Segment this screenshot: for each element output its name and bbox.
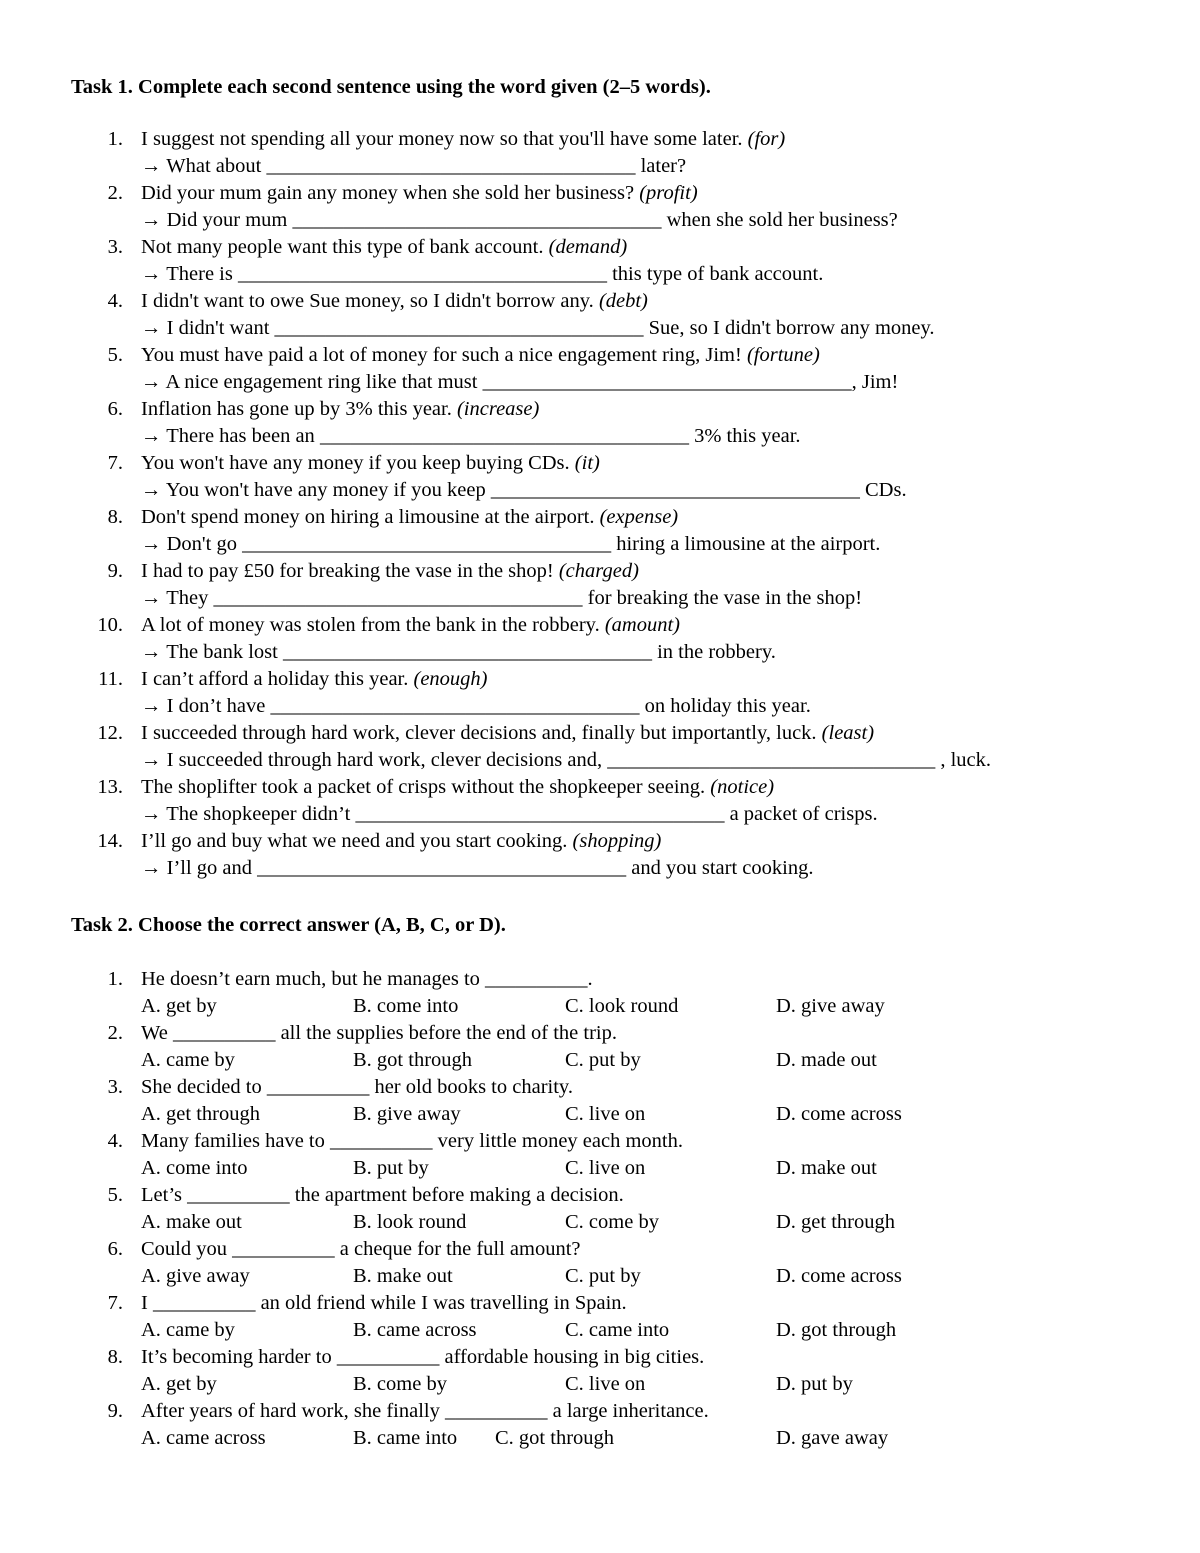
rewrite-line — [141, 639, 776, 666]
sentence-text: I had to pay £50 for breaking the vase in the shop! — [141, 560, 554, 582]
rewrite-line — [141, 693, 811, 720]
option-d[interactable]: D. get through — [776, 1211, 895, 1233]
task1-item — [0, 774, 1200, 828]
task2-item — [0, 1074, 1200, 1128]
question-after: a cheque for the full amount? — [334, 1238, 581, 1260]
question-before: After years of hard work, she finally — [141, 1400, 445, 1422]
question-sentence — [141, 1290, 627, 1317]
option-d[interactable]: D. come across — [776, 1265, 902, 1287]
answer-blank[interactable]: ____________________________________ — [490, 479, 860, 501]
original-sentence — [141, 666, 488, 693]
original-sentence — [141, 558, 639, 585]
rewrite-suffix: 3% this year. — [688, 425, 801, 447]
sentence-text: Inflation has gone up by 3% this year. — [141, 398, 452, 420]
answer-blank[interactable]: ____________________________________ — [482, 371, 852, 393]
rewrite-line — [141, 261, 823, 288]
rewrite-suffix: when she sold her business? — [661, 209, 898, 231]
key-word-hint: (increase) — [456, 398, 540, 420]
rewrite-prefix: → The shopkeeper didn’t — [141, 803, 356, 825]
question-sentence — [141, 1020, 617, 1047]
task1-item — [0, 720, 1200, 774]
task1-item — [0, 288, 1200, 342]
rewrite-prefix: → You won't have any money if you keep — [141, 479, 491, 501]
original-sentence — [141, 450, 600, 477]
answer-blank[interactable]: ____________________________________ — [282, 641, 652, 663]
task2-item — [0, 1182, 1200, 1236]
item-number: 1. — [107, 968, 123, 990]
item-number: 8. — [107, 1346, 123, 1368]
question-before: Many families have to — [141, 1130, 331, 1152]
rewrite-line — [141, 207, 898, 234]
answer-blank[interactable]: ____________________________________ — [292, 209, 662, 231]
question-sentence — [141, 1128, 683, 1155]
question-before: We — [141, 1022, 173, 1044]
task2-item — [0, 966, 1200, 1020]
answer-blank[interactable]: ____________________________________ — [270, 695, 640, 717]
rewrite-suffix: and you start cooking. — [626, 857, 814, 879]
sentence-text: I can’t afford a holiday this year. — [141, 668, 409, 690]
sentence-text: A lot of money was stolen from the bank in the robbery. — [141, 614, 600, 636]
task2-item — [0, 1398, 1200, 1452]
sentence-text: I didn't want to owe Sue money, so I didn't borrow any. — [141, 290, 594, 312]
option-c[interactable]: C. came into — [565, 1319, 670, 1341]
sentence-text: You must have paid a lot of money for such a nice engagement ring, Jim! — [141, 344, 742, 366]
answer-blank[interactable]: ____________________________________ — [213, 587, 583, 609]
option-b[interactable]: B. put by — [353, 1157, 429, 1179]
question-sentence — [141, 1398, 709, 1425]
key-word-hint: (demand) — [548, 236, 628, 258]
rewrite-suffix: Sue, so I didn't borrow any money. — [643, 317, 935, 339]
sentence-text: You won't have any money if you keep buying CDs. — [141, 452, 570, 474]
task2-heading: Task 2. Choose the correct answer (A, B, C, or D). — [71, 914, 506, 936]
task2-item — [0, 1128, 1200, 1182]
key-word-hint: (it) — [574, 452, 600, 474]
item-number: 10. — [97, 614, 123, 636]
question-sentence — [141, 966, 593, 993]
original-sentence — [141, 612, 680, 639]
rewrite-suffix: for breaking the vase in the shop! — [582, 587, 863, 609]
question-after: an old friend while I was travelling in Spain. — [255, 1292, 627, 1314]
question-after: all the supplies before the end of the trip. — [275, 1022, 618, 1044]
rewrite-suffix: in the robbery. — [651, 641, 776, 663]
option-d[interactable]: D. gave away — [776, 1427, 889, 1449]
task1-item — [0, 396, 1200, 450]
rewrite-suffix: CDs. — [859, 479, 907, 501]
rewrite-line — [141, 747, 991, 774]
question-after: . — [587, 968, 593, 990]
option-a[interactable]: A. get by — [141, 1373, 217, 1395]
key-word-hint: (enough) — [413, 668, 488, 690]
original-sentence — [141, 180, 698, 207]
option-a[interactable]: A. came by — [141, 1319, 235, 1341]
answer-blank[interactable]: __________ — [336, 1346, 440, 1368]
option-c[interactable]: C. look round — [565, 995, 679, 1017]
question-after: a large inheritance. — [547, 1400, 709, 1422]
rewrite-suffix: later? — [635, 155, 687, 177]
item-number: 4. — [107, 1130, 123, 1152]
item-number: 12. — [97, 722, 123, 744]
task1-item — [0, 612, 1200, 666]
option-d[interactable]: D. give away — [776, 995, 885, 1017]
original-sentence — [141, 342, 820, 369]
rewrite-prefix: → I’ll go and — [141, 857, 258, 879]
rewrite-suffix: , luck. — [935, 749, 992, 771]
option-b[interactable]: B. came into — [353, 1427, 458, 1449]
option-a[interactable]: A. give away — [141, 1265, 250, 1287]
item-number: 11. — [98, 668, 123, 690]
answer-blank[interactable]: ____________________________________ — [242, 533, 612, 555]
rewrite-prefix: → Did your mum — [141, 209, 293, 231]
option-d[interactable]: D. got through — [776, 1319, 897, 1341]
answer-blank[interactable]: ____________________________________ — [257, 857, 627, 879]
answer-blank[interactable]: ____________________________________ — [319, 425, 689, 447]
task1-item — [0, 180, 1200, 234]
option-a[interactable]: A. came by — [141, 1049, 235, 1071]
item-number: 13. — [97, 776, 123, 798]
sentence-text: I suggest not spending all your money now so that you'll have some later. — [141, 128, 743, 150]
key-word-hint: (for) — [747, 128, 786, 150]
task1-item — [0, 504, 1200, 558]
rewrite-prefix: → I didn't want — [141, 317, 275, 339]
option-c[interactable]: C. come by — [565, 1211, 659, 1233]
question-after: her old books to charity. — [369, 1076, 573, 1098]
rewrite-suffix: a packet of crisps. — [724, 803, 878, 825]
rewrite-prefix: → There has been an — [141, 425, 320, 447]
question-before: Could you — [141, 1238, 233, 1260]
rewrite-prefix: → I succeeded through hard work, clever decisions and, — [141, 749, 608, 771]
rewrite-line — [141, 585, 862, 612]
item-number: 4. — [107, 290, 123, 312]
task1-item — [0, 234, 1200, 288]
option-c[interactable]: C. live on — [565, 1103, 646, 1125]
question-sentence — [141, 1182, 624, 1209]
option-a[interactable]: A. come into — [141, 1157, 248, 1179]
option-d[interactable]: D. put by — [776, 1373, 853, 1395]
answer-blank[interactable]: ____________________________________ — [266, 155, 636, 177]
original-sentence — [141, 234, 627, 261]
rewrite-line — [141, 369, 898, 396]
rewrite-line — [141, 477, 907, 504]
answer-blank[interactable]: __________ — [444, 1400, 548, 1422]
rewrite-suffix: this type of bank account. — [606, 263, 824, 285]
answer-blank[interactable]: __________ — [266, 1076, 370, 1098]
option-c[interactable]: C. live on — [565, 1157, 646, 1179]
original-sentence — [141, 720, 874, 747]
original-sentence — [141, 504, 678, 531]
rewrite-suffix: hiring a limousine at the airport. — [611, 533, 881, 555]
item-number: 5. — [107, 1184, 123, 1206]
rewrite-line — [141, 315, 935, 342]
key-word-hint: (expense) — [599, 506, 679, 528]
rewrite-line — [141, 423, 801, 450]
task2-item — [0, 1344, 1200, 1398]
question-sentence — [141, 1074, 573, 1101]
option-a[interactable]: A. get through — [141, 1103, 260, 1125]
sentence-text: I’ll go and buy what we need and you start cooking. — [141, 830, 568, 852]
original-sentence — [141, 828, 661, 855]
answer-blank[interactable]: __________ — [330, 1130, 433, 1152]
original-sentence — [141, 126, 785, 153]
rewrite-prefix: → What about — [141, 155, 267, 177]
option-d[interactable]: D. make out — [776, 1157, 877, 1179]
item-number: 3. — [107, 236, 123, 258]
sentence-text: Not many people want this type of bank account. — [141, 236, 544, 258]
option-b[interactable]: B. make out — [353, 1265, 453, 1287]
key-word-hint: (shopping) — [572, 830, 662, 852]
question-sentence — [141, 1236, 581, 1263]
rewrite-prefix: → The bank lost — [141, 641, 283, 663]
item-number: 9. — [107, 560, 123, 582]
task1-item — [0, 558, 1200, 612]
task1-item — [0, 126, 1200, 180]
rewrite-suffix: on holiday this year. — [639, 695, 811, 717]
answer-blank[interactable]: __________ — [172, 1022, 276, 1044]
key-word-hint: (profit) — [639, 182, 698, 204]
option-c[interactable]: C. put by — [565, 1265, 641, 1287]
question-after: the apartment before making a decision. — [289, 1184, 624, 1206]
question-before: He doesn’t earn much, but he manages to — [141, 968, 486, 990]
answer-blank[interactable]: __________ — [152, 1292, 256, 1314]
rewrite-prefix: → A nice engagement ring like that must — [141, 371, 483, 393]
question-after: affordable housing in big cities. — [439, 1346, 705, 1368]
option-a[interactable]: A. get by — [141, 995, 217, 1017]
task2-item — [0, 1020, 1200, 1074]
rewrite-line — [141, 801, 878, 828]
task1-item — [0, 666, 1200, 720]
option-d[interactable]: D. come across — [776, 1103, 902, 1125]
task1-item — [0, 342, 1200, 396]
rewrite-prefix: → They — [141, 587, 214, 609]
task1-heading: Task 1. Complete each second sentence using the word given (2–5 words). — [71, 76, 711, 98]
item-number: 2. — [107, 1022, 123, 1044]
rewrite-prefix: → There is — [141, 263, 238, 285]
item-number: 14. — [97, 830, 123, 852]
rewrite-suffix: , Jim! — [851, 371, 899, 393]
item-number: 2. — [107, 182, 123, 204]
option-b[interactable]: B. come into — [353, 995, 459, 1017]
original-sentence — [141, 774, 774, 801]
option-c[interactable]: C. live on — [565, 1373, 646, 1395]
option-c[interactable]: C. got through — [495, 1427, 615, 1449]
question-after: very little money each month. — [432, 1130, 683, 1152]
task2-item — [0, 1236, 1200, 1290]
item-number: 1. — [107, 128, 123, 150]
answer-blank[interactable]: ________________________________ — [607, 749, 936, 771]
rewrite-line — [141, 531, 880, 558]
option-a[interactable]: A. make out — [141, 1211, 242, 1233]
original-sentence — [141, 288, 648, 315]
option-b[interactable]: B. give away — [353, 1103, 461, 1125]
option-b[interactable]: B. come by — [353, 1373, 447, 1395]
rewrite-line — [141, 153, 686, 180]
task1-item — [0, 450, 1200, 504]
key-word-hint: (least) — [821, 722, 875, 744]
rewrite-prefix: → I don’t have — [141, 695, 271, 717]
original-sentence — [141, 396, 539, 423]
answer-blank[interactable]: ____________________________________ — [355, 803, 725, 825]
rewrite-prefix: → Don't go — [141, 533, 243, 555]
sentence-text: Did your mum gain any money when she sold her business? — [141, 182, 635, 204]
item-number: 7. — [107, 1292, 123, 1314]
option-d[interactable]: D. made out — [776, 1049, 877, 1071]
option-b[interactable]: B. got through — [353, 1049, 473, 1071]
key-word-hint: (notice) — [710, 776, 775, 798]
item-number: 6. — [107, 1238, 123, 1260]
option-a[interactable]: A. came across — [141, 1427, 266, 1449]
item-number: 7. — [107, 452, 123, 474]
answer-blank[interactable]: ____________________________________ — [274, 317, 644, 339]
key-word-hint: (charged) — [558, 560, 639, 582]
task2-item — [0, 1290, 1200, 1344]
sentence-text: I succeeded through hard work, clever decisions and, finally but importantly, luck. — [141, 722, 817, 744]
question-before: Let’s — [141, 1184, 188, 1206]
item-number: 3. — [107, 1076, 123, 1098]
question-sentence — [141, 1344, 704, 1371]
rewrite-line — [141, 855, 813, 882]
question-before: I — [141, 1292, 153, 1314]
item-number: 8. — [107, 506, 123, 528]
sentence-text: The shoplifter took a packet of crisps without the shopkeeper seeing. — [141, 776, 706, 798]
task1-item — [0, 828, 1200, 882]
item-number: 6. — [107, 398, 123, 420]
answer-blank[interactable]: __________ — [485, 968, 588, 990]
option-c[interactable]: C. put by — [565, 1049, 641, 1071]
answer-blank[interactable]: ____________________________________ — [237, 263, 607, 285]
key-word-hint: (debt) — [598, 290, 648, 312]
item-number: 5. — [107, 344, 123, 366]
question-before: She decided to — [141, 1076, 267, 1098]
key-word-hint: (fortune) — [746, 344, 820, 366]
option-b[interactable]: B. came across — [353, 1319, 477, 1341]
answer-blank[interactable]: __________ — [232, 1238, 335, 1260]
answer-blank[interactable]: __________ — [187, 1184, 290, 1206]
question-before: It’s becoming harder to — [141, 1346, 337, 1368]
sentence-text: Don't spend money on hiring a limousine at the airport. — [141, 506, 595, 528]
key-word-hint: (amount) — [604, 614, 680, 636]
item-number: 9. — [107, 1400, 123, 1422]
option-b[interactable]: B. look round — [353, 1211, 467, 1233]
